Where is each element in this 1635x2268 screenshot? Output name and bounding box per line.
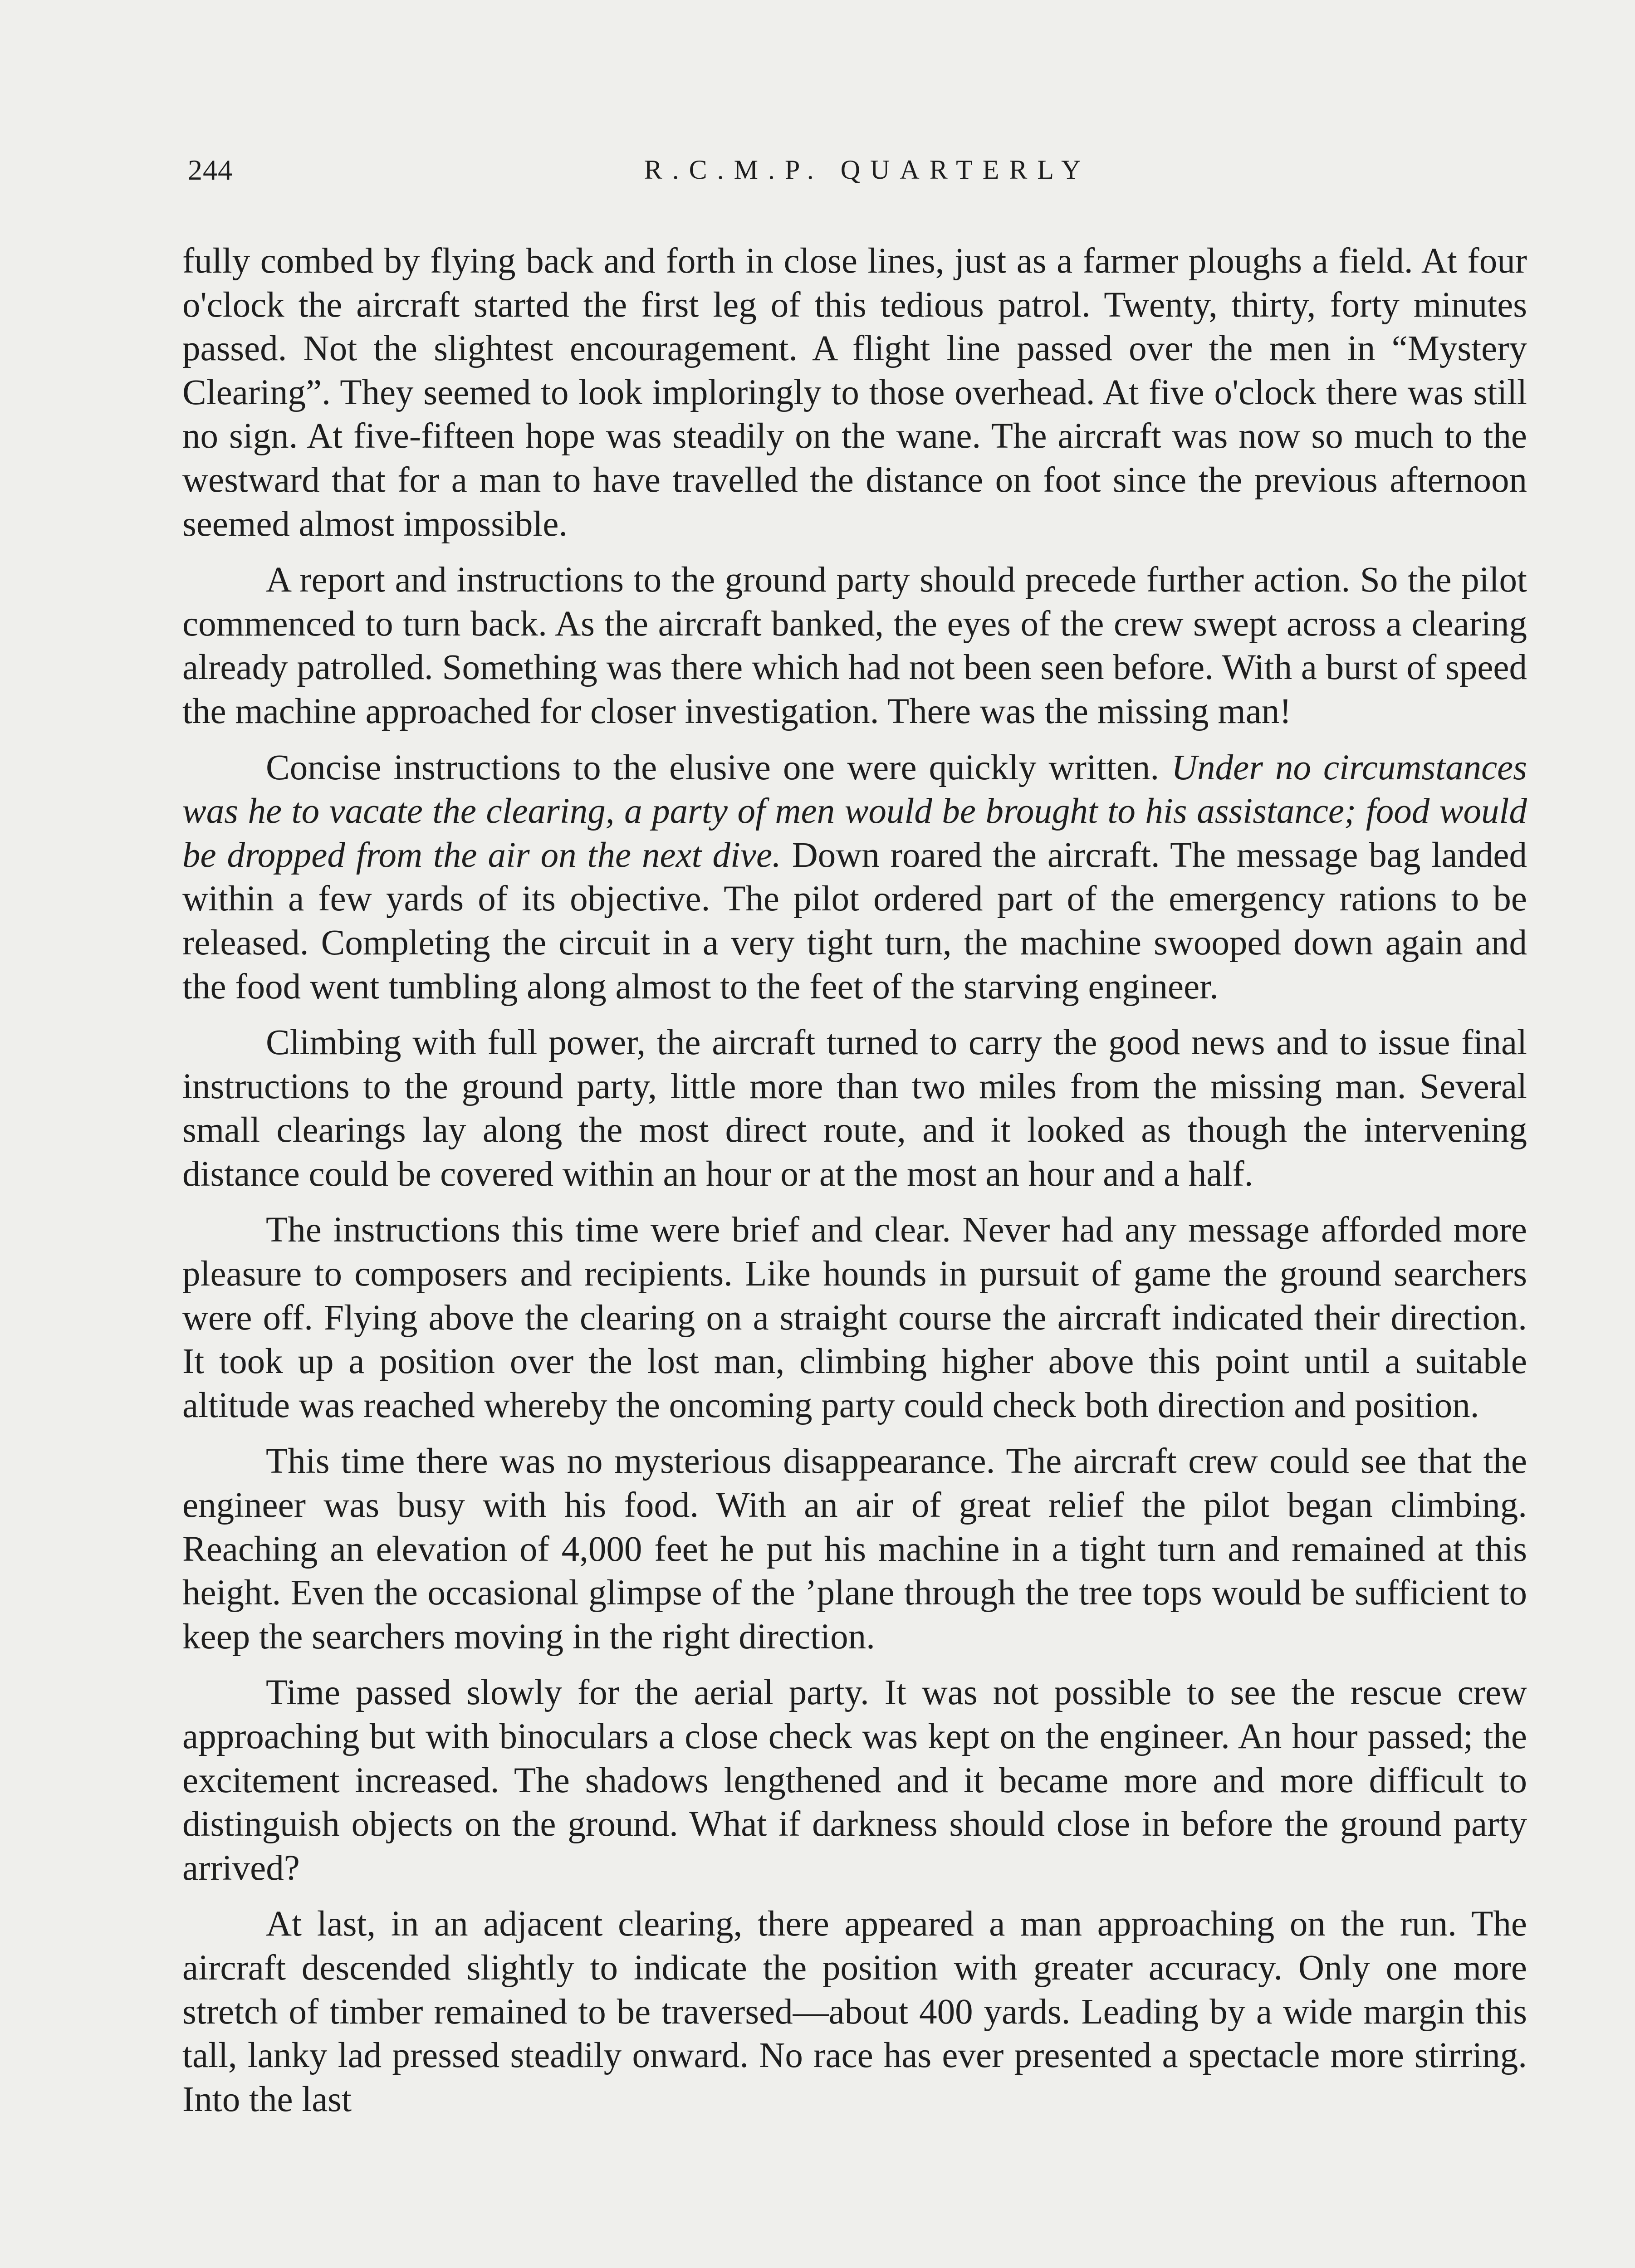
italic-instructions: Under no circumstances was he to vacate the clearing, a party of men would be brought to his assistance; food would be dropped from the air on the next dive. bbox=[182, 748, 1527, 875]
page-header bbox=[182, 150, 1525, 204]
paragraph-4: Climbing with full power, the aircraft turned to carry the good news and to issue final instructions to the ground party, little more than two miles from the missing man. Several small clearings lay along the most direct route, and it looked as though the intervening distance could be covered within an hour or at the most an hour and a half. bbox=[182, 1023, 1527, 1194]
paragraph-3-rest: Down roared the aircraft. The message bag landed within a few yards of its objective. The pilot ordered part of the emergency rations to be released. Completing the circuit in a very tight turn, the machine swooped down again and the food went tumbling along almost to the feet of the starving engineer. bbox=[182, 835, 1527, 1007]
paragraph-7: Time passed slowly for the aerial party. It was not possible to see the rescue crew approaching but with binoculars a close check was kept on the engineer. An hour passed; the excitement increased. The shadows lengthened and it became more and more difficult to distinguish objects on the ground. What if darkness should close in before the ground party arrived? bbox=[182, 1673, 1527, 1888]
paragraph-8: At last, in an adjacent clearing, there appeared a man approaching on the run. The aircraft descended slightly to indicate the position with greater accuracy. Only one more stretch of timber remained to be traversed—about 400 yards. Leading by a wide margin this tall, lanky lad pressed steadily onward. No race has ever presented a spectacle more stirring. Into the last bbox=[182, 1904, 1527, 2119]
paragraph-1: fully combed by flying back and forth in close lines, just as a farmer ploughs a field. At four o'clock the aircraft started the first leg of this tedious patrol. Twenty, thirty, forty minutes passed. Not the slightest encouragement. A flight line passed over the men in “Mystery Clearing”. They seemed to look imploringly to those overhead. At five o'clock there was still no sign. At five-fifteen hope was steadily on the wane. The aircraft was now so much to the westward that for a man to have travelled the distance on foot since the previous afternoon seemed almost impossible. bbox=[182, 241, 1527, 544]
paragraph-3 bbox=[182, 746, 1527, 1009]
running-head: R.C.M.P. QUARTERLY bbox=[644, 155, 1091, 185]
paragraph-3-lead: Concise instructions to the elusive one were quickly written. bbox=[266, 748, 1172, 787]
paragraph-6: This time there was no mysterious disappearance. The aircraft crew could see that the engineer was busy with his food. With an air of great relief the pilot began climbing. Reaching an elevation of 4,000 feet he put his machine in a tight turn and remained at this height. Even the occasional glimpse of the ’plane through the tree tops would be sufficient to keep the searchers moving in the right direction. bbox=[182, 1442, 1527, 1657]
page-number: 244 bbox=[188, 154, 233, 186]
article-body bbox=[182, 240, 1527, 2134]
paragraph-2: A report and instructions to the ground party should precede further action. So the pilot commenced to turn back. As the aircraft banked, the eyes of the crew swept across a clearing already patrolled. Something was there which had not been seen before. With a burst of speed the machine approached for closer investigation. There was the missing man! bbox=[182, 560, 1527, 731]
paragraph-5: The instructions this time were brief and clear. Never had any message afforded more pleasure to composers and recipients. Like hounds in pursuit of game the ground searchers were off. Flying above the clearing on a straight course the aircraft indicated their direction. It took up a position over the lost man, climbing higher above this point until a suitable altitude was reached whereby the oncoming party could check both direction and position. bbox=[182, 1210, 1527, 1425]
